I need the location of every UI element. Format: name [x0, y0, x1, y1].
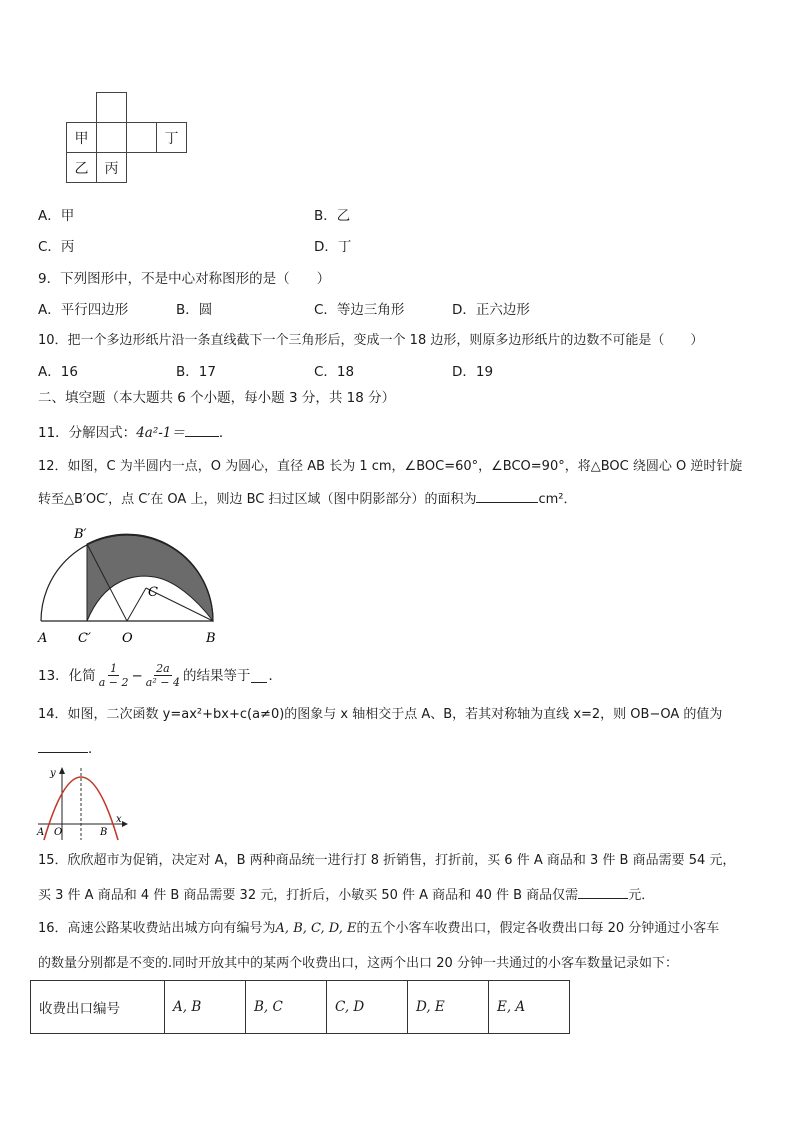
q10-stem: 10．把一个多边形纸片沿一条直线截下一个三角形后，变成一个 18 边形，则原多边形纸片的边数不可能是（ ） [38, 333, 704, 348]
q13-fraction-2-numerator: 2a [156, 662, 170, 675]
q13-suffix: 的结果等于 [182, 667, 251, 684]
q12-label-a: A [38, 631, 48, 646]
q12-label-c: C [148, 585, 158, 600]
q16-toll-table [30, 980, 570, 1034]
net-cell-blank-right [126, 122, 157, 153]
net-cell-middle [96, 122, 127, 153]
q16-line1 [38, 920, 719, 938]
net-cell-bing: 丙 [96, 152, 127, 183]
q13-minus: − [131, 667, 143, 684]
q14-y-axis-arrow [59, 767, 65, 774]
q14-line1: 14．如图，二次函数 y=ax²+bx+c(a≠0)的图象与 x 轴相交于点 A、B，若其对称轴为直线 x=2，则 OB−OA 的值为 [38, 707, 723, 722]
net-cell-top [96, 92, 127, 123]
q15-unit: 元． [628, 888, 655, 903]
q14-label-y: y [50, 768, 56, 779]
q12-unit: cm²． [538, 492, 577, 507]
net-cell-yi: 乙 [66, 152, 97, 183]
q9-option-a: A．平行四边形 [38, 302, 129, 318]
q13-answer-blank[interactable] [251, 668, 267, 683]
table-row [31, 981, 570, 1034]
q16-table-col-cd: C, D [327, 981, 408, 1034]
q14-end: ． [88, 741, 102, 757]
q10-option-b: B．17 [176, 364, 216, 380]
net-cell-jia: 甲 [66, 122, 97, 153]
q15-line2 [38, 884, 654, 905]
q11-expression: 4a²-1＝ [136, 425, 185, 441]
q12-label-o: O [122, 631, 133, 646]
q13-fraction-2-denominator: a² − 4 [145, 676, 180, 689]
q14-line2 [38, 738, 102, 758]
q12-label-b: B [206, 631, 216, 646]
q9-stem: 9．下列图形中，不是中心对称图形的是（ ） [38, 271, 331, 287]
q13 [38, 662, 282, 689]
q16-table-col-ea: E, A [489, 981, 570, 1034]
net-cell-ding: 丁 [156, 122, 187, 153]
q10-option-d: D．19 [452, 364, 494, 380]
q16-table-col-ab: A, B [165, 981, 246, 1034]
q14-label-a: A [37, 827, 45, 838]
q8-option-d: D．丁 [314, 239, 352, 255]
q12-line2-text: 转至△B′OC′，点 C′在 OA 上，则边 BC 扫过区域（图中阴影部分）的面积为 [38, 492, 477, 507]
q11-answer-blank[interactable] [185, 422, 219, 437]
q16-line1-text-a: 16．高速公路某收费站出城方向有编号为 [38, 921, 276, 936]
q10-option-a: A．16 [38, 364, 78, 380]
q16-line1-text-b: 的五个小客车收费出口，假定各收费出口每 20 分钟通过小客车 [356, 921, 720, 936]
q14-label-o: O [54, 827, 63, 838]
q8-option-a: A．甲 [38, 208, 75, 224]
q15-line2-text: 买 3 件 A 商品和 4 件 B 商品需要 32 元，打折后，小敏买 50 件 A 商品和 40 件 B 商品仅需 [38, 888, 579, 903]
q9-option-d: D．正六边形 [452, 302, 530, 318]
q12-label-b-prime: B′ [74, 527, 87, 542]
q13-fraction-1-denominator: a − 2 [98, 676, 129, 689]
q14-label-x: x [116, 814, 122, 825]
q9-option-b: B．圆 [176, 302, 213, 318]
q13-end: ． [268, 667, 282, 684]
q14-parabola-figure [34, 764, 134, 844]
q8-option-b: B．乙 [314, 208, 351, 224]
q12-label-c-prime: C′ [78, 631, 91, 646]
q14-answer-blank[interactable] [38, 738, 88, 753]
q13-fraction-2 [144, 662, 182, 689]
q12-shaded-region [87, 534, 213, 621]
q15-answer-blank[interactable] [578, 884, 628, 899]
q8-option-c: C．丙 [38, 239, 75, 255]
section-heading-fill-in: 二、填空题（本大题共 6 个小题，每小题 3 分，共 18 分） [38, 390, 396, 406]
q16-line2: 的数量分别都是不变的.同时开放其中的某两个收费出口，这两个出口 20 分钟一共通过的小客车数量记录如下： [38, 956, 678, 971]
q16-table-col-de: D, E [408, 981, 489, 1034]
q10-option-c: C．18 [314, 364, 355, 380]
q16-exit-labels: A, B, C, D, E [275, 921, 357, 936]
q11-prefix: 11．分解因式： [38, 425, 137, 441]
q12-answer-blank[interactable] [476, 488, 538, 503]
q15-line1: 15．欣欣超市为促销，决定对 A，B 两种商品统一进行打 8 折销售，打折前，买 6 件 A 商品和 3 件 B 商品需要 54 元， [38, 853, 736, 868]
q12-line2 [38, 488, 577, 509]
q12-semicircle-figure [34, 520, 234, 650]
q13-prefix: 13．化简 [38, 667, 96, 684]
q16-table-col-bc: B, C [246, 981, 327, 1034]
q9-option-c: C．等边三角形 [314, 302, 405, 318]
q14-label-b: B [100, 827, 108, 838]
q11-suffix: ． [218, 425, 233, 441]
q12-line1: 12．如图，C 为半圆内一点，O 为圆心，直径 AB 长为 1 cm，∠BOC=60°，∠BCO=90°，将△BOC 绕圆心 O 逆时针旋 [38, 459, 743, 474]
q12-segment-o-c [127, 588, 146, 621]
q13-fraction-1-numerator: 1 [110, 662, 118, 675]
q16-table-header: 收费出口编号 [31, 981, 165, 1034]
q13-fraction-1 [97, 662, 131, 689]
q14-x-axis-arrow [122, 821, 128, 827]
q11 [38, 422, 232, 442]
